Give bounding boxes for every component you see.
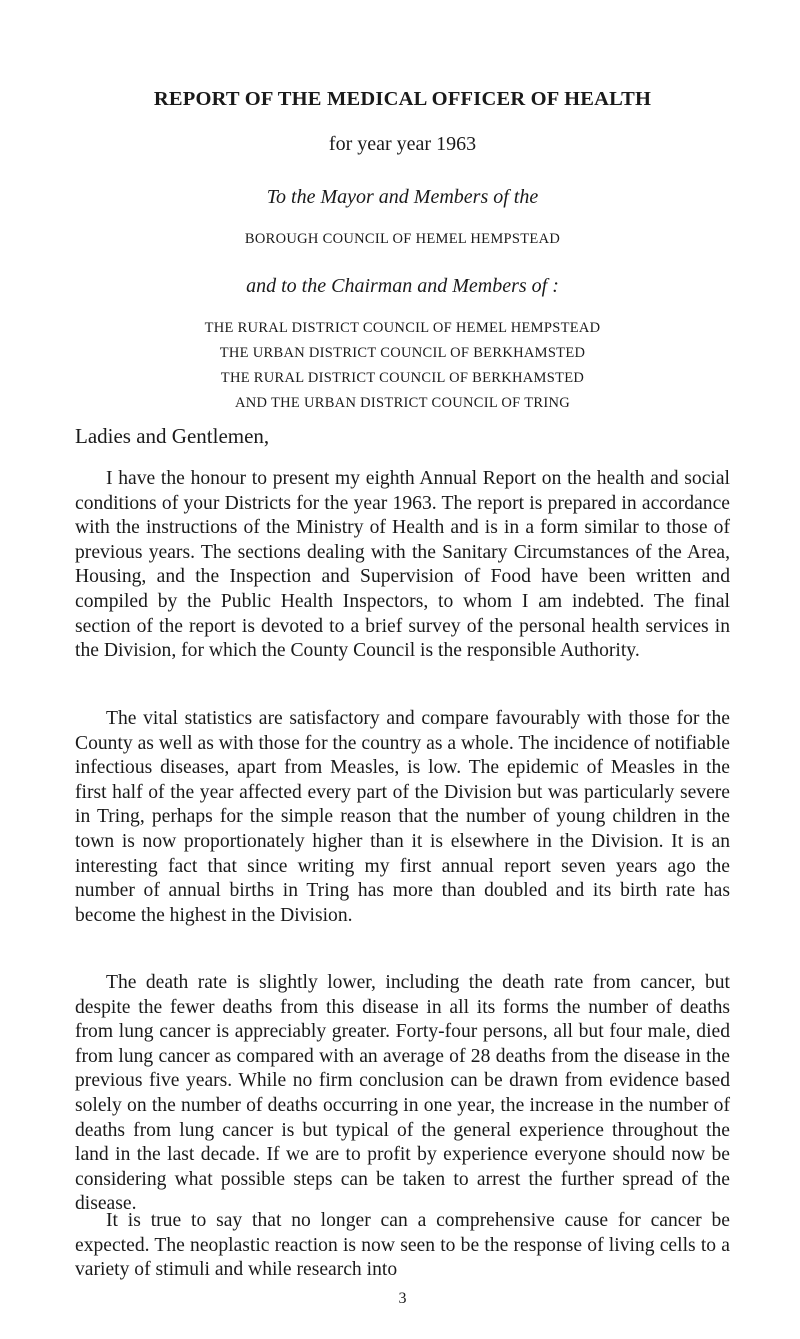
document-page	[75, 0, 730, 1339]
council-line: THE RURAL DISTRICT COUNCIL OF BERKHAMSTED	[220, 370, 585, 386]
body-paragraph: I have the honour to present my eighth Annual Report on the health and social conditions of your Districts for the year 1963. The report is prepared in accordance with the instructions of the Ministry of Health and is in a form similar to those of previous years. The sections dealing with the Sanitary Circumstances of the Area, Housing, and the Inspection and Supervision of Food have been written and compiled by the Public Health Inspectors, to whom I am indebted. The final section of the report is devoted to a brief survey of the personal health services in the Division, for which the County Council is the responsible Authority.	[75, 468, 730, 662]
report-year: for year year 1963	[328, 133, 477, 155]
report-title: REPORT OF THE MEDICAL OFFICER OF HEALTH	[153, 88, 652, 110]
body-paragraph: It is true to say that no longer can a comprehensive cause for cancer be expected. The neoplastic reaction is now seen to be the response of living cells to a variety of stimuli and while research into	[75, 1210, 730, 1281]
body-paragraph: The death rate is slightly lower, including the death rate from cancer, but despite the fewer deaths from this disease in all its forms the number of deaths from lung cancer is appreciably greater. Forty-four persons, all but four male, died from lung cancer as compared with an average of 28 deaths from the disease in the previous five years. While no firm conclusion can be drawn from evidence based solely on the number of deaths occurring in one year, the increase in the number of deaths from lung cancer is but typical of the general experience throughout the land in the last decade. If we are to profit by experience everyone should now be considering what possible steps can be taken to arrest the further spread of the disease.	[75, 972, 730, 1215]
addressee-borough-council: BOROUGH COUNCIL OF HEMEL HEMPSTEAD	[244, 231, 561, 247]
addressee-intro-chairman: and to the Chairman and Members of :	[246, 275, 559, 297]
addressee-intro-mayor: To the Mayor and Members of the	[266, 186, 539, 208]
council-line: THE RURAL DISTRICT COUNCIL OF HEMEL HEMPSTEAD	[204, 320, 601, 336]
council-line: THE URBAN DISTRICT COUNCIL OF BERKHAMSTED	[219, 345, 586, 361]
page-number: 3	[398, 1290, 407, 1307]
body-paragraph: The vital statistics are satisfactory and compare favourably with those for the County as well as with those for the country as a whole. The incidence of notifiable infectious diseases, apart from Measles, is low. The epidemic of Measles in the first half of the year affected every part of the Division but was particularly severe in Tring, perhaps for the simple reason that the number of young children in the town is now proportionately higher than it is elsewhere in the Division. It is an interesting fact that since writing my first annual report seven years ago the number of annual births in Tring has more than doubled and its birth rate has become the highest in the Division.	[75, 708, 730, 926]
council-line: AND THE URBAN DISTRICT COUNCIL OF TRING	[234, 395, 570, 411]
salutation: Ladies and Gentlemen,	[75, 424, 270, 448]
